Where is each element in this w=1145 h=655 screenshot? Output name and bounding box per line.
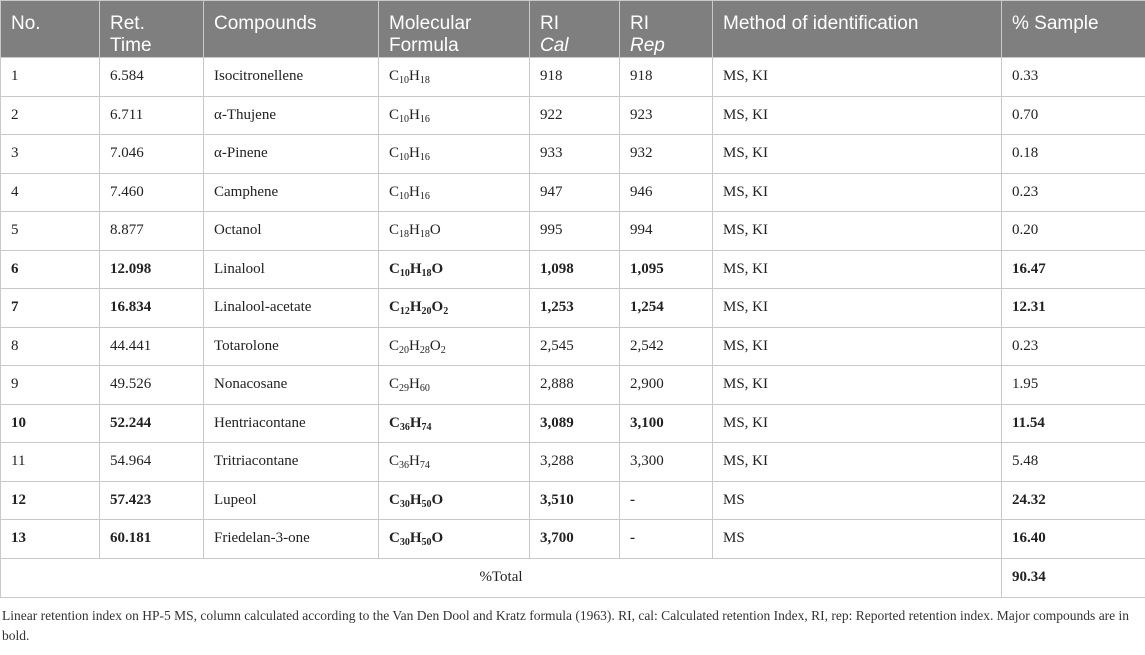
cell-compound: Octanol <box>204 212 379 251</box>
table-row <box>1 520 1145 559</box>
cell-no: 4 <box>1 173 100 212</box>
cell-compound: Linalool <box>204 250 379 289</box>
table-row <box>1 481 1145 520</box>
cell-sample: 12.31 <box>1002 289 1145 328</box>
cell-method: MS, KI <box>713 250 1002 289</box>
cell-ri-rep: 918 <box>620 58 713 97</box>
cell-ri-cal: 2,545 <box>530 327 620 366</box>
cell-ret-time: 7.460 <box>100 173 204 212</box>
cell-no: 2 <box>1 96 100 135</box>
header-compounds: Compounds <box>204 1 379 58</box>
cell-ret-time: 54.964 <box>100 443 204 482</box>
cell-formula: $C_{10}H_{18}$ <box>379 58 530 97</box>
cell-ri-cal: 3,089 <box>530 404 620 443</box>
table-row <box>1 58 1145 97</box>
cell-method: MS, KI <box>713 366 1002 405</box>
header-molecular-formula: Molecular Formula <box>379 1 530 58</box>
cell-method: MS, KI <box>713 289 1002 328</box>
cell-ri-rep: - <box>620 481 713 520</box>
cell-no: 11 <box>1 443 100 482</box>
table-row <box>1 289 1145 328</box>
cell-sample: 24.32 <box>1002 481 1145 520</box>
cell-ret-time: 8.877 <box>100 212 204 251</box>
cell-no: 6 <box>1 250 100 289</box>
cell-ri-rep: 2,900 <box>620 366 713 405</box>
cell-ri-rep: 1,095 <box>620 250 713 289</box>
cell-ret-time: 49.526 <box>100 366 204 405</box>
table-row <box>1 96 1145 135</box>
cell-formula: $C_{29}H_{60}$ <box>379 366 530 405</box>
cell-formula: $C_{20}H_{28}O_2$ <box>379 327 530 366</box>
cell-compound: Isocitronellene <box>204 58 379 97</box>
total-value: 90.34 <box>1002 558 1145 598</box>
total-label: %Total <box>1 558 1002 598</box>
cell-no: 1 <box>1 58 100 97</box>
cell-ri-cal: 933 <box>530 135 620 174</box>
cell-sample: 5.48 <box>1002 443 1145 482</box>
cell-ret-time: 57.423 <box>100 481 204 520</box>
cell-formula: $C_{30}H_{50}O$ <box>379 520 530 559</box>
table-row <box>1 212 1145 251</box>
cell-formula: $C_{18}H_{18}O$ <box>379 212 530 251</box>
cell-method: MS, KI <box>713 212 1002 251</box>
cell-sample: 16.47 <box>1002 250 1145 289</box>
cell-ret-time: 7.046 <box>100 135 204 174</box>
cell-sample: 16.40 <box>1002 520 1145 559</box>
cell-method: MS, KI <box>713 135 1002 174</box>
header-ri-rep: RI Rep <box>620 1 713 58</box>
cell-ret-time: 16.834 <box>100 289 204 328</box>
cell-no: 3 <box>1 135 100 174</box>
cell-method: MS <box>713 481 1002 520</box>
cell-compound: Totarolone <box>204 327 379 366</box>
table-row <box>1 250 1145 289</box>
cell-no: 5 <box>1 212 100 251</box>
cell-no: 7 <box>1 289 100 328</box>
cell-no: 13 <box>1 520 100 559</box>
total-row <box>1 558 1145 598</box>
cell-ri-rep: 3,100 <box>620 404 713 443</box>
cell-compound: Tritriacontane <box>204 443 379 482</box>
header-no: No. <box>1 1 100 58</box>
cell-ret-time: 6.711 <box>100 96 204 135</box>
header-ret-time: Ret. Time <box>100 1 204 58</box>
cell-method: MS, KI <box>713 58 1002 97</box>
cell-ret-time: 12.098 <box>100 250 204 289</box>
cell-ri-rep: 932 <box>620 135 713 174</box>
cell-compound: Camphene <box>204 173 379 212</box>
header-sample: % Sample <box>1002 1 1145 58</box>
cell-formula: $C_{36}H_{74}$ <box>379 443 530 482</box>
cell-sample: 0.33 <box>1002 58 1145 97</box>
cell-sample: 0.23 <box>1002 173 1145 212</box>
cell-no: 10 <box>1 404 100 443</box>
cell-formula: $C_{30}H_{50}O$ <box>379 481 530 520</box>
cell-sample: 0.20 <box>1002 212 1145 251</box>
cell-ri-cal: 918 <box>530 58 620 97</box>
cell-ri-cal: 995 <box>530 212 620 251</box>
cell-ri-rep: 946 <box>620 173 713 212</box>
cell-ret-time: 44.441 <box>100 327 204 366</box>
cell-ri-cal: 922 <box>530 96 620 135</box>
cell-ri-cal: 3,510 <box>530 481 620 520</box>
table-row <box>1 443 1145 482</box>
table-row <box>1 173 1145 212</box>
cell-ret-time: 52.244 <box>100 404 204 443</box>
table-row <box>1 135 1145 174</box>
cell-sample: 1.95 <box>1002 366 1145 405</box>
cell-no: 9 <box>1 366 100 405</box>
cell-ri-cal: 1,253 <box>530 289 620 328</box>
cell-sample: 11.54 <box>1002 404 1145 443</box>
cell-ret-time: 60.181 <box>100 520 204 559</box>
cell-ri-cal: 947 <box>530 173 620 212</box>
cell-compound: α-Pinene <box>204 135 379 174</box>
cell-ri-rep: 994 <box>620 212 713 251</box>
table-body <box>1 58 1145 559</box>
cell-ri-rep: 1,254 <box>620 289 713 328</box>
cell-method: MS, KI <box>713 173 1002 212</box>
cell-ri-rep: 2,542 <box>620 327 713 366</box>
header-method: Method of identification <box>713 1 1002 58</box>
table-row <box>1 327 1145 366</box>
cell-formula: $C_{10}H_{16}$ <box>379 135 530 174</box>
cell-method: MS <box>713 520 1002 559</box>
cell-method: MS, KI <box>713 327 1002 366</box>
cell-no: 12 <box>1 481 100 520</box>
cell-formula: $C_{36}H_{74}$ <box>379 404 530 443</box>
cell-ri-rep: 923 <box>620 96 713 135</box>
cell-sample: 0.70 <box>1002 96 1145 135</box>
cell-method: MS, KI <box>713 443 1002 482</box>
cell-sample: 0.23 <box>1002 327 1145 366</box>
cell-formula: $C_{10}H_{18}O$ <box>379 250 530 289</box>
cell-compound: Friedelan-3-one <box>204 520 379 559</box>
cell-ri-rep: - <box>620 520 713 559</box>
cell-method: MS, KI <box>713 96 1002 135</box>
header-row <box>1 1 1145 58</box>
cell-formula: $C_{12}H_{20}O_2$ <box>379 289 530 328</box>
cell-method: MS, KI <box>713 404 1002 443</box>
cell-compound: α-Thujene <box>204 96 379 135</box>
cell-ri-cal: 2,888 <box>530 366 620 405</box>
cell-compound: Lupeol <box>204 481 379 520</box>
cell-ri-cal: 1,098 <box>530 250 620 289</box>
cell-ret-time: 6.584 <box>100 58 204 97</box>
cell-compound: Nonacosane <box>204 366 379 405</box>
cell-ri-rep: 3,300 <box>620 443 713 482</box>
cell-ri-cal: 3,700 <box>530 520 620 559</box>
cell-no: 8 <box>1 327 100 366</box>
header-ri-cal: RI Cal <box>530 1 620 58</box>
cell-formula: $C_{10}H_{16}$ <box>379 96 530 135</box>
cell-formula: $C_{10}H_{16}$ <box>379 173 530 212</box>
cell-ri-cal: 3,288 <box>530 443 620 482</box>
cell-compound: Linalool-acetate <box>204 289 379 328</box>
table-row <box>1 404 1145 443</box>
table-row <box>1 366 1145 405</box>
table-footnote: Linear retention index on HP-5 MS, column calculated according to the Van Den Dool and Kratz formula (1963). RI, cal: Calculated retention Index, RI, rep: Reported retention index. Major compounds are in bold. <box>2 608 1130 643</box>
cell-compound: Hentriacontane <box>204 404 379 443</box>
cell-sample: 0.18 <box>1002 135 1145 174</box>
